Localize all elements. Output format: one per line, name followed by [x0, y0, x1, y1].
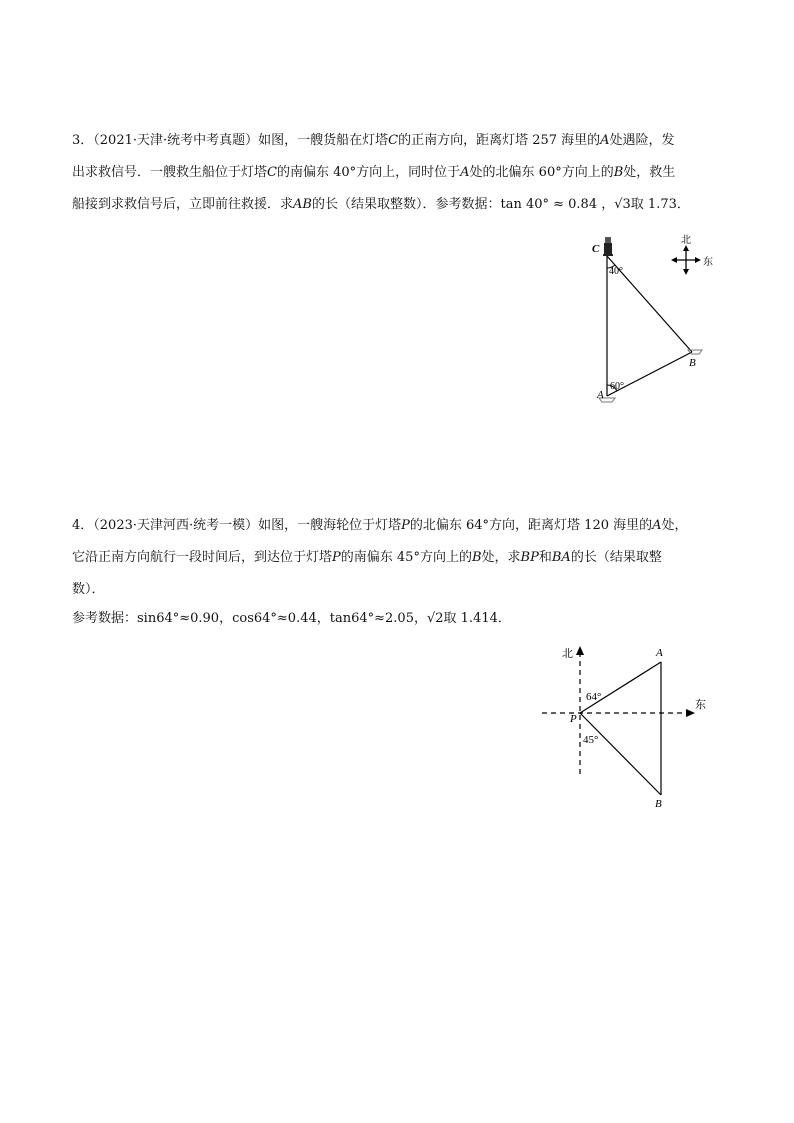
- label-B: B: [689, 357, 696, 369]
- compass-icon: [671, 245, 701, 275]
- label-P: P: [570, 713, 577, 725]
- problem-4-text: [72, 510, 732, 632]
- angle-label-45: 45°: [583, 734, 599, 746]
- angle-label-A: 60°: [610, 381, 624, 392]
- compass-east-label: 东: [703, 257, 713, 268]
- problem-4-line-4: 参考数据：sin64°≈0.90，cos64°≈0.44，tan64°≈2.05，√2取 1.414．: [72, 611, 511, 626]
- east-arrow-icon: [686, 709, 695, 717]
- label-A: A: [656, 647, 663, 659]
- lighthouse-icon: [603, 237, 613, 256]
- angle-label-64: 64°: [586, 691, 602, 703]
- problem-3-line-1: 3．（2021·天津·统考中考真题）如图，一艘货船在灯塔C的正南方向，距离灯塔 257 海里的A处遇险，发: [72, 133, 675, 148]
- problem-4-line-1: 4．（2023·天津河西·统考一模）如图，一艘海轮位于灯塔P的北偏东 64°方向，距离灯塔 120 海里的A处，: [72, 518, 688, 533]
- angle-label-C: 40°: [609, 266, 623, 277]
- problem-3-line-3: 船接到求救信号后，立即前往救援．求AB的长（结果取整数）．参考数据：tan 40° ≈ 0.84 ，√3取 1.73．: [72, 197, 690, 212]
- north-arrow-icon: [576, 646, 584, 655]
- side-PA: [580, 662, 661, 713]
- problem-3-text: [72, 125, 732, 221]
- problem-4-figure: [538, 640, 713, 815]
- label-A: A: [597, 389, 604, 401]
- problem-4-line-2: 它沿正南方向航行一段时间后，到达位于灯塔P的南偏东 45°方向上的B处，求BP和BA的长（结果取整: [72, 550, 662, 565]
- label-east: 东: [695, 699, 706, 711]
- side-PB: [580, 713, 661, 795]
- label-north: 北: [562, 648, 573, 660]
- problem-3-line-2: 出求救信号．一艘救生船位于灯塔C的南偏东 40°方向上，同时位于A处的北偏东 60°方向上的B处，救生: [72, 165, 676, 180]
- problem-3-figure: [585, 228, 735, 413]
- compass-north-label: 北: [681, 235, 691, 246]
- label-C: C: [592, 243, 600, 255]
- problem-4-line-3: 数）．: [72, 582, 105, 597]
- label-B: B: [655, 798, 662, 810]
